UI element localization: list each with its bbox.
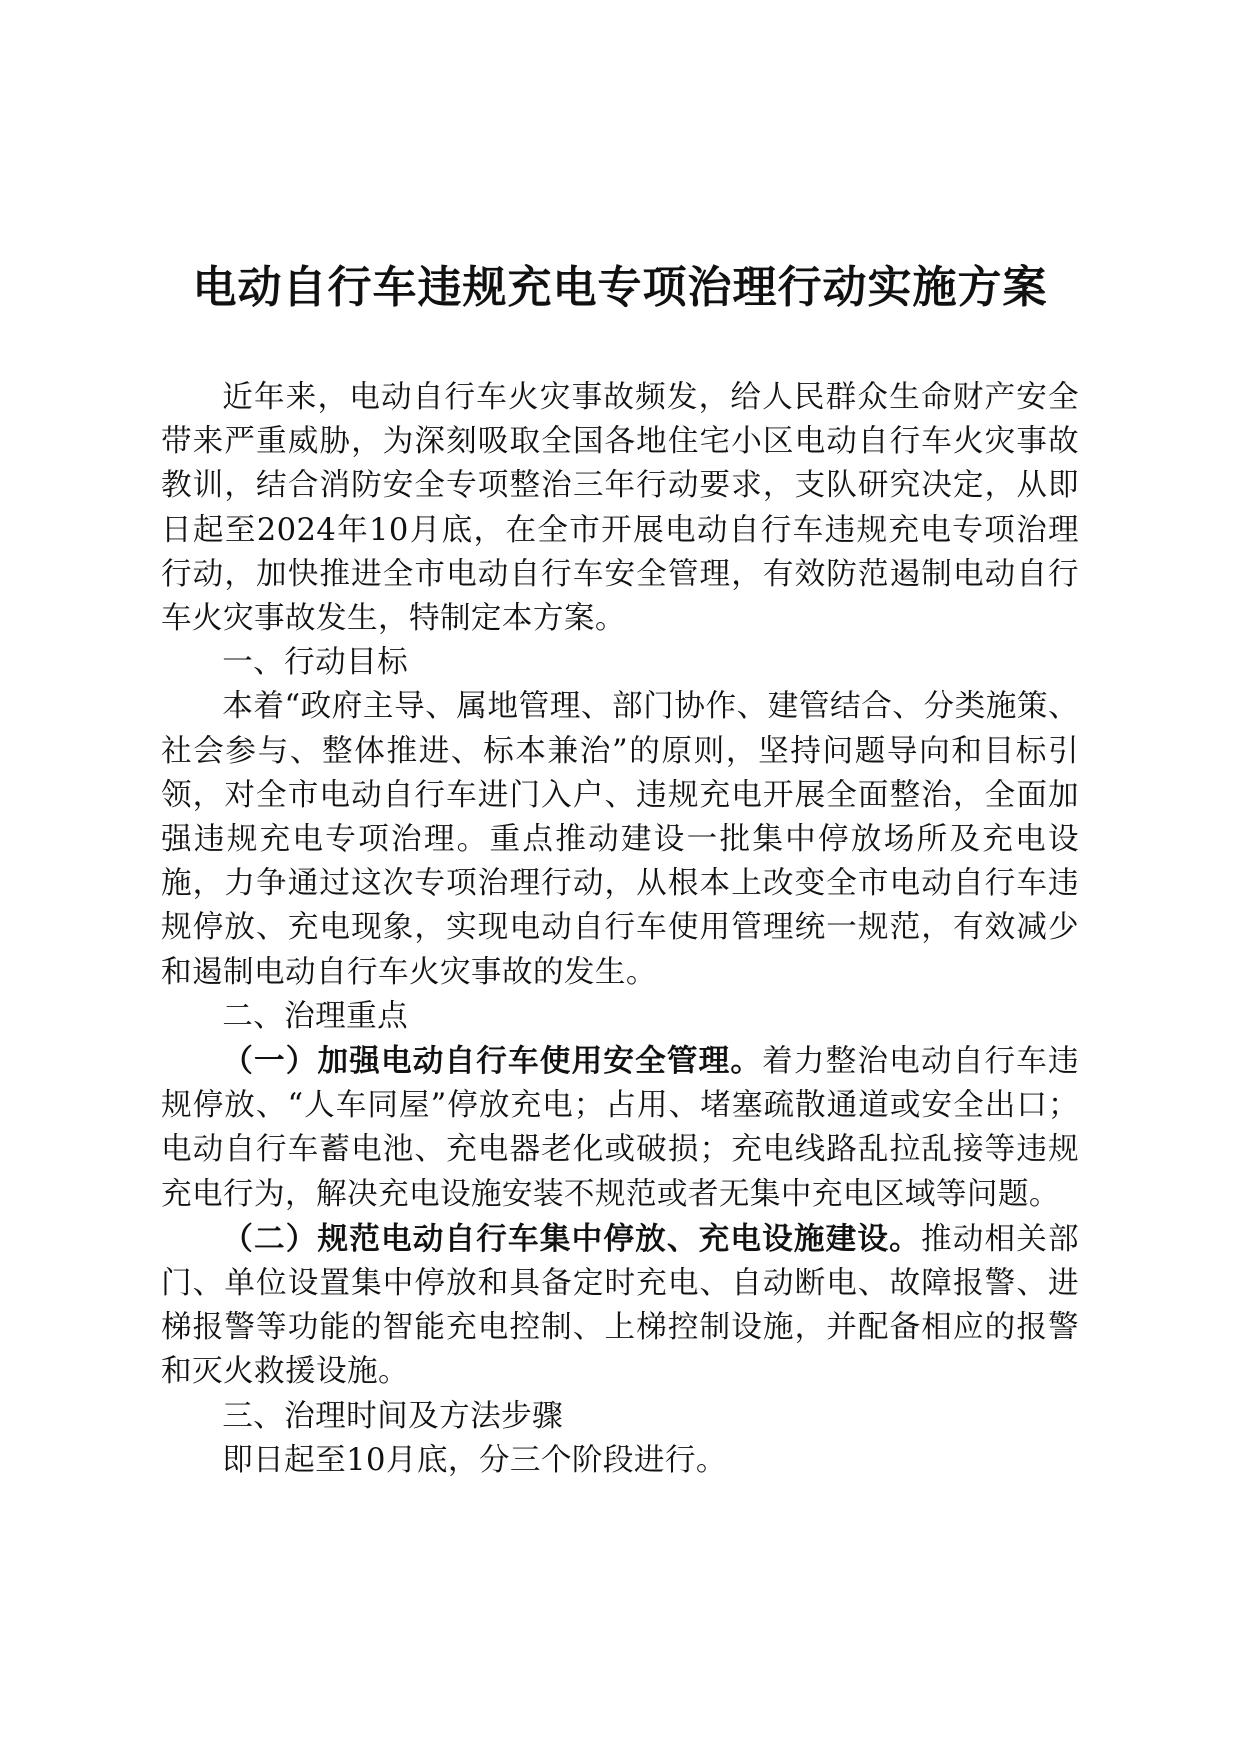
section-heading-goals: 一、行动目标 [222,645,409,681]
goals-paragraph-text: 本着“政府主导、属地管理、部门协作、建管结合、分类施策、社会参与、整体推进、标本兼治”的原则，坚持问题导向和目标引领，对全市电动自行车进门入户、违规充电开展全面整治，全面加强违规充电专项治理。重点推动建设一批集中停放场所及充电设施，力争通过这次专项治理行动，从根本上改变全市电动自行车违规停放、充电现象，实现电动自行车使用管理统一规范，有效减少和遏制电动自行车火灾事故的发生。 [161,689,1079,990]
document-title: 电动自行车违规充电专项治理行动实施方案 [192,262,1048,313]
document-body [161,376,1079,1483]
schedule-paragraph [161,1439,1079,1483]
section-heading-schedule: 三、治理时间及方法步骤 [222,1398,564,1434]
schedule-paragraph-text: 即日起至10月底，分三个阶段进行。 [222,1442,727,1478]
focus-paragraph-2 [161,1217,1079,1395]
focus-paragraph-1-lead: （一）加强电动自行车使用安全管理。 [222,1043,763,1080]
focus-paragraph-1-text: 着力整治电动自行车违规停放、“人车同屋”停放充电；占用、堵塞疏散通道或安全出口；电动自行车蓄电池、充电器老化或破损；充电线路乱拉乱接等违规充电行为，解决充电设施安装不规范或者无集中充电区域等问题。 [161,1044,1079,1212]
section-heading-focus: 二、治理重点 [222,998,409,1034]
focus-paragraph-1 [161,1039,1079,1217]
focus-paragraph-2-text: 推动相关部门、单位设置集中停放和具备定时充电、自动断电、故障报警、进梯报警等功能的智能充电控制、上梯控制设施，并配备相应的报警和灭火救援设施。 [161,1221,1079,1390]
intro-paragraph: 近年来，电动自行车火灾事故频发，给人民群众生命财产安全带来严重威胁，为深刻吸取全国各地住宅小区电动自行车火灾事故教训，结合消防安全专项整治三年行动要求，支队研究决定，从即日起至2024年10月底，在全市开展电动自行车违规充电专项治理行动，加快推进全市电动自行车安全管理，有效防范遏制电动自行车火灾事故发生，特制定本方案。 [161,380,1079,637]
focus-paragraph-2-lead: （二）规范电动自行车集中停放、充电设施建设。 [222,1220,921,1257]
goals-paragraph [161,685,1079,994]
